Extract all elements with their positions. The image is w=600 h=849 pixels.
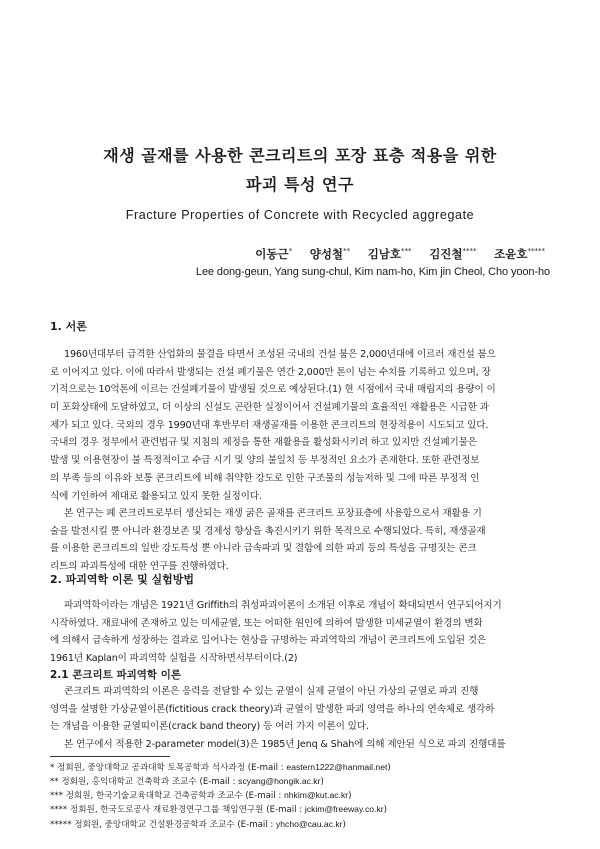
text-line: 리트의 파괴특성에 대한 연구를 진행하였다. (50, 561, 229, 573)
section-1-paragraph-2 (50, 505, 550, 576)
footnote-2: ** 정회원, 홍익대학교 건축학과 조교수 (E-mail : scyang@hongik.ac.kr) (50, 776, 324, 787)
text-line: 본 연구에서 적용한 2-parameter model(3)은 1985년 Jenq & Shah에 의해 제안된 식으로 파괴 진행대를 (64, 739, 506, 750)
section-1-paragraph-1 (50, 346, 550, 505)
section-1-heading: 1. 서론 (50, 320, 87, 333)
footnote-divider (50, 756, 170, 757)
text-line: 미 포화상태에 도달하였고, 더 이상의 신설도 곤란한 실정이어서 건설폐기물의 효율적인 재활용은 시급한 과 (50, 402, 489, 414)
text-line: 기적으로는 10억톤에 이르는 건설폐기물이 발생될 것으로 예상된다.(1) 현 시점에서 국내 매립지의 용량이 이 (50, 384, 496, 396)
footnote-1: * 정회원, 중앙대학교 공과대학 토목공학과 석사과정 (E-mail : eastern1222@hanmail.net) (50, 762, 391, 773)
footnote-3: *** 정회원, 한국기술교육대학교 건축공학과 조교수 (E-mail : nhkim@kut.ac.kr) (50, 790, 352, 801)
footnote-4: **** 정회원, 한국도로공사 재료환경연구그룹 책임연구원 (E-mail : jckim@freeway.co.kr) (50, 804, 387, 815)
authors-english: Lee dong-geun, Yang sung-chul, Kim nam-ho, Kim jin Cheol, Cho yoon-ho (195, 266, 550, 278)
text-line: 술을 발전시킬 뿐 아니라 환경보존 및 경제성 향상을 촉진시키기 위한 목적으로 수행되었다. 특히, 재생골재 (50, 525, 486, 537)
author-2: 양성철** (309, 247, 351, 261)
footnote-email: scyang@hongik.ac.kr (238, 776, 321, 786)
text-line: 1961년 Kaplan이 파괴역학 실험을 시작하면서부터이다.(2) (50, 653, 298, 665)
text-line: 콘크리트 파괴역학의 이론은 응력을 전달할 수 있는 균열이 실제 균열이 아닌 가상의 균열로 파괴 진행 (64, 686, 479, 697)
text-line: 에 의해서 급속하게 성장하는 결과로 일어나는 현상을 규명하는 파괴역학의 개념이 콘크리트에 도입된 것은 (50, 635, 486, 647)
paper-title-line-2: 파괴 특성 연구 (246, 175, 354, 194)
text-line: 발생 및 이용현장이 불 특정적이고 수급 시기 및 양의 불일치 등 부정적인 요소가 존재한다. 또한 관련정보 (50, 455, 480, 467)
author-1: 이동근* (255, 247, 293, 261)
paper-english-title: Fracture Properties of Concrete with Recycled aggregate (125, 208, 475, 222)
footnote-email: jckim@freeway.co.kr (304, 804, 384, 814)
author-3: 김남호*** (367, 247, 412, 261)
text-line: 본 연구는 폐 콘크리트로부터 생산되는 재생 굵은 골재를 콘크리트 포장표층에 사용함으로서 재활용 기 (64, 508, 482, 519)
footnote-5: ***** 정회원, 중앙대학교 건설환경공학과 조교수 (E-mail : yhcho@cau.ac.kr) (50, 819, 346, 830)
footnote-email: nhkim@kut.ac.kr (283, 790, 349, 800)
text-line: 1960년대부터 급격한 산업화의 물결을 타면서 조성된 국내의 건설 붐은 2,000년대에 이르러 재건설 붐으 (64, 349, 496, 360)
paper-title-line-1: 재생 골재를 사용한 콘크리트의 포장 표층 적용을 위한 (103, 146, 497, 165)
text-line: 시작하였다. 재료내에 존재하고 있는 미세균열, 또는 어떠한 원인에 의하여 발생한 미세균열이 환경의 변화 (50, 617, 483, 629)
text-line: 제가 되고 있다. 국외의 경우 1990년대 후반부터 재생골재를 이용한 콘크리트의 현장적용이 시도되고 있다. (50, 419, 489, 431)
text-line: 로 이어지고 있다. 이에 따라서 발생되는 건설 폐기물은 연간 2,000만 톤이 넘는 수치를 기록하고 있으며, 장 (50, 366, 491, 378)
text-line: 파괴역학이라는 개념은 1921년 Griffith의 취성파괴이론이 소개된 이후로 개념이 확대되면서 연구되어지기 (64, 600, 502, 611)
text-line: 는 개념을 이용한 균열띠이론(crack band theory) 등 여러 가지 이론이 있다. (50, 721, 369, 733)
section-2-1-heading: 2.1 콘크리트 파괴역학 이론 (50, 669, 181, 681)
footnote-email: eastern1222@hanmail.net (286, 762, 388, 772)
text-line: 영역을 설명한 가상균열이론(fictitious crack theory)과 균열이 발생한 파괴 영역을 하나의 연속체로 생각하 (50, 703, 495, 715)
section-2-1-paragraph-1 (50, 683, 550, 736)
text-line: 를 이용한 콘크리트의 일반 강도특성 뿐 아니라 급속파괴 및 결함에 의한 파괴 등의 특성을 규명짓는 콘크 (50, 543, 477, 555)
text-line: 의 부족 등의 이유와 보통 콘크리트에 비해 취약한 강도로 인한 구조물의 성능저하 및 그에 따른 부정적 인 (50, 472, 480, 484)
section-2-paragraph-1 (50, 597, 550, 668)
author-5: 조윤호***** (494, 247, 545, 261)
text-line: 국내의 경우 정부에서 관련법규 및 지침의 제정을 통한 재활용을 활성화시키려 하고 있지만 건설폐기물은 (50, 437, 477, 449)
footnote-email: yhcho@cau.ac.kr (275, 819, 343, 829)
section-2-heading: 2. 파괴역학 이론 및 실험방법 (50, 573, 195, 586)
authors-korean (241, 246, 545, 262)
author-4: 김진철**** (429, 247, 477, 261)
section-2-1-paragraph-2 (50, 736, 550, 754)
text-line: 식에 기인하여 제대로 활용되고 있지 못한 실정이다. (50, 490, 262, 502)
